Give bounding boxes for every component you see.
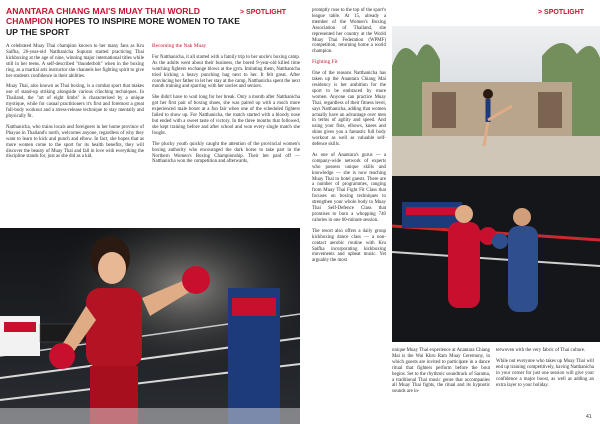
paragraph: promptly rose to the top of the sport's league table. At 15, already a member of the Women's Boxing Association of Thailand, she represented her country at the World Muay Thai Federation (WPMF) competition, returning home a world champion. — [312, 8, 386, 55]
paragraph: unique Muay Thai experience at Anantara Chiang Mai is the Wai Khru Ram Muay Ceremony, in which guests are invited to participate in a dance ritual that fighters perform before the bout begins. Set to the rhythmic soundtrack of Sarama, a traditional Thai music genre that accompanies all Muay Thai fights, the ritual and its hypnotic sounds are in- — [392, 348, 490, 395]
boxer-ring-photo — [0, 228, 300, 424]
spotlight-label-right: > SPOTLIGHT — [538, 9, 585, 16]
spotlight-label-left: > SPOTLIGHT — [240, 9, 287, 16]
paragraph: Natthanicha, who trains locals and foreigners in her home province of Phayao in Thailand's north, welcomes anyone, regardless of why they want to learn to kick and punch and elbow. In fact, she hopes that as more women come to the sport for its health benefits, they will discover the beauty of Muay Thai and fall in love with everything the discipline stands for, just as she did as a kid. — [6, 124, 144, 160]
paragraph: The plucky youth quickly caught the attention of the provincial women's boxing authority who encouraged the dark horse to take part in the Northern Women's Boxing Championship. Their bet paid off — Natthanicha won the competition and afterwards, — [152, 141, 300, 165]
paragraph: One of the reasons Natthanicha has taken up the Anantara Chiang Mai residency is her ambition for the sport to be embraced by more women. Anyone can practice Muay Thai, regardless of their fitness level, says Natthanicha, adding that women actually have an advantage over men in terms of agility and speed. And using your fists, elbows, knees and shins gives you a fantastic full body workout as well as valuable self-defence skills. — [312, 71, 386, 148]
subheading: Becoming the Nak Muay — [152, 43, 207, 49]
page-number: 41 — [586, 414, 592, 420]
paragraph: Muay Thai, also known as Thai boxing, is a combat sport that makes use of stand-up striking alongside various clinching techniques. In Thailand, the "art of eight limbs" is characterised by a unique mystique, while for casual practitioners it's first and foremost a great full-body workout and a stress-release technique to stay mentally and physically fit. — [6, 84, 144, 119]
title-red-part: ANANTARA CHIANG MAI'S MUAY THAI WORLD CHAMPION — [6, 6, 200, 27]
text-column-1 — [6, 44, 144, 165]
text-column-5 — [496, 348, 594, 393]
paragraph: terwoven with the very fabric of Thai culture. — [496, 348, 586, 353]
text-column-4 — [392, 348, 490, 400]
text-column-2 — [152, 44, 300, 170]
paragraph: The resort also offers a daily group kickboxing dance class — a non-contact aerobic routine with Kru Saifha incorporating kickboxing movements and upbeat music. Yet arguably the most — [312, 228, 386, 264]
training-photo — [392, 26, 600, 342]
paragraph: While not everyone who takes up Muay Thai will end up training competitively, having Natthanicha in your corner for just one session will give your confidence a major boost, as well as adding an extra layer to your holiday. — [496, 358, 595, 388]
subheading: Fighting Fit — [312, 59, 338, 66]
title-black-part: HOPES TO INSPIRE MORE WOMEN TO TAKE UP THE SPORT — [6, 16, 240, 37]
text-column-3 — [312, 8, 386, 269]
paragraph: She didn't have to wait long for her break. Only a month after Natthanicha got her first pair of boxing shoes, she was paired up with a much more experienced male boxer at a fun fair when one of the scheduled fighters failed to show up. For Natthanicha, the match started with a bloody nose but ended with a sweet taste of victory. In the three months that followed, she kept training before and after school and won every single match she fought. — [152, 95, 300, 136]
paragraph: For Natthanicha, it all started with a family trip to her uncle's boxing camp. As the adults went about their business, the bored 9-year-old killed time watching fighters exchange blows at the gym. Imitating them, Natthanicha tried kicking a heavy punching bag next to her. It felt great. After convincing her father to let her stay at the camp, Natthanicha spent the next month training and sparring with her uncles and seniors. — [152, 54, 300, 90]
paragraph: As one of Anantara's gurus — a company-wide network of experts who possess unique skills and knowledge — she is now teaching Muay Thai to hotel guests. There are a number of programmes, ranging from Muay Thai Fight Fit Class that focuses on boxing techniques to strengthen your whole body to Muay Thai Self-Defence Class that promises to burn a whopping 740 calories in one 60-minute session. — [312, 152, 386, 223]
paragraph: A celebrated Muay Thai champion known to her many fans as Kru Saifha, 26-year-old Natthanicha Supurat started practicing Thai kickboxing at the age of nine, winning major international titles while still in her teens. A self-described "thunderbolt" when in the boxing ring, as a martial arts instructor she channels her fighting spirit to give her students confidence in their abilities. — [6, 44, 144, 79]
article-title — [6, 6, 241, 37]
